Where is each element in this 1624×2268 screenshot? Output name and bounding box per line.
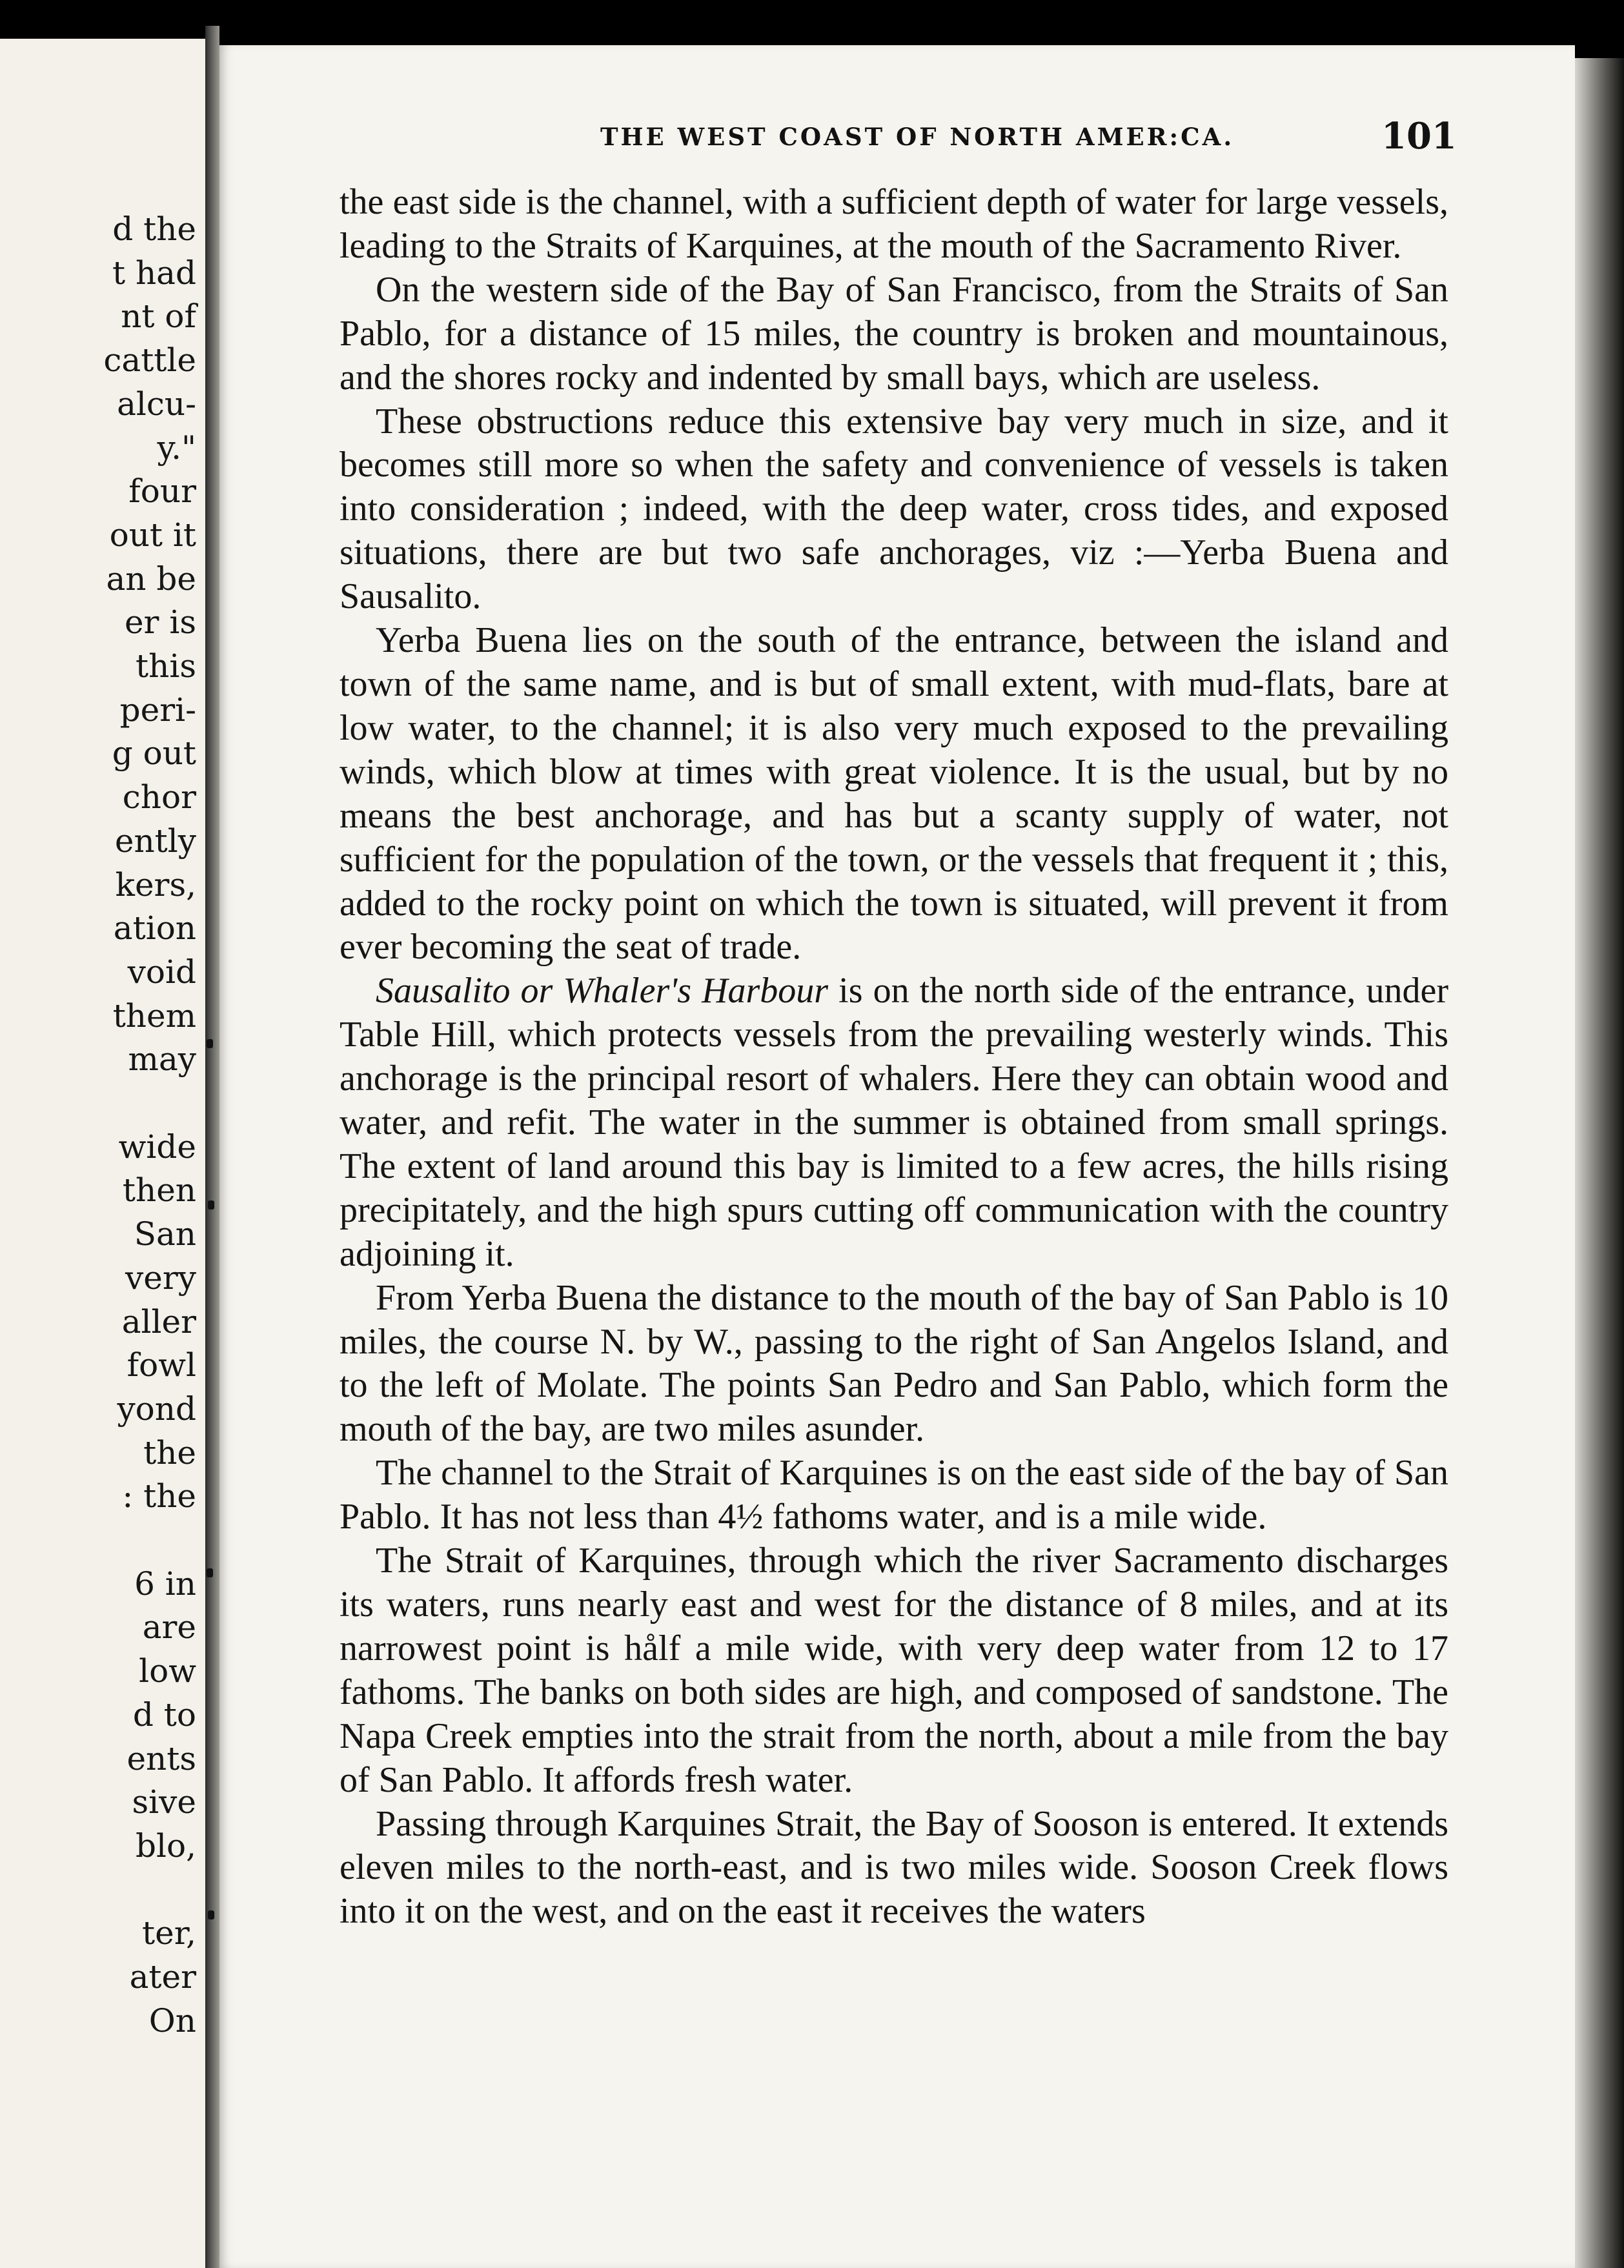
facing-page-text-fragment: ents [127, 1739, 196, 1777]
facing-page-text-fragment: t had [112, 254, 196, 292]
paragraph [340, 1452, 1448, 1539]
italic-heading: Sausalito or Whaler's Harbour [376, 971, 829, 1011]
facing-page-text-fragment: d the [112, 210, 196, 248]
paragraph-text: These obstructions reduce this extensive bay very much in size, and it becomes still more so when the safety and convenience of vessels is taken into consideration ; indeed, with the deep water, cross tides, and exposed situations, there are but two safe anchorages, viz :—Yerba Buena and Sausalito. [340, 401, 1448, 617]
facing-page-text-fragment: ently [114, 822, 196, 860]
facing-page-text-fragment: nt of [121, 298, 196, 336]
facing-page-text-fragment: peri- [119, 691, 196, 729]
facing-page-text-fragment: ation [113, 909, 196, 947]
facing-page-text-fragment: sive [132, 1783, 196, 1821]
gutter-mark [208, 1910, 214, 1919]
facing-page-text-fragment: d to [132, 1696, 196, 1734]
paragraph [340, 268, 1448, 400]
paragraph-text: is on the north side of the entrance, under Table Hill, which protects vessels from the prevailing westerly winds. This anchorage is the principal resort of whalers. Here they can obtain wood and water, and refit. The water in the summer is obtained from small springs. The extent of land around this bay is limited to a few acres, the hills rising precipitately, and the high spurs cutting off communication with the country adjoining it. [340, 971, 1448, 1274]
body-text [340, 181, 1448, 1934]
paragraph [340, 181, 1448, 268]
paragraph [340, 1539, 1448, 1802]
facing-page-text-fragment: four [128, 472, 196, 511]
paragraph [340, 1277, 1448, 1452]
facing-page-text-fragment: this [136, 647, 196, 685]
paragraph-text: the east side is the channel, with a sufficient depth of water for large vessels, leading to the Straits of Karquines, at the mouth of the Sacramento River. [340, 182, 1448, 266]
facing-page-text-fragment: ter, [142, 1914, 196, 1952]
facing-page-text-fragment: void [127, 953, 196, 991]
facing-page-text-fragment: are [142, 1608, 196, 1646]
facing-page-text-fragment: On [148, 2001, 196, 2040]
facing-page-text-fragment: chor [122, 778, 196, 816]
paragraph-text: On the western side of the Bay of San Francisco, from the Straits of San Pablo, for a distance of 15 miles, the country is broken and mountainous, and the shores rocky and indented by small bays, which are useless. [340, 269, 1448, 398]
facing-page-text-fragment: y." [157, 429, 196, 467]
facing-page-text-fragment: an be [106, 560, 196, 598]
paragraph [340, 400, 1448, 620]
facing-page-text-fragment: 6 in [134, 1564, 196, 1603]
facing-page-text-fragment: out it [109, 516, 196, 554]
facing-page-text-fragment: : the [122, 1477, 196, 1515]
page-number: 101 [1381, 115, 1457, 157]
facing-page-text-fragment: may [128, 1040, 196, 1078]
paragraph-text: The Strait of Karquines, through which the river Sacramento discharges its waters, runs nearly east and west for the distance of 8 miles, and at its narrowest point is hålf a mile wide, with very deep water from 12 to 17 fathoms. The banks on both sides are high, and composed of sandstone. The Napa Creek empties into the strait from the north, about a mile from the bay of San Pablo. It affords fresh water. [340, 1541, 1448, 1800]
gutter-mark [207, 1568, 213, 1577]
gutter-mark [208, 1200, 214, 1210]
facing-page-text-fragment: er is [124, 603, 196, 642]
facing-page-text-fragment: fowl [127, 1346, 196, 1384]
page-right-edge [1575, 58, 1624, 2268]
facing-page-text-fragment: yond [117, 1390, 196, 1428]
facing-page-text-fragment: wide [118, 1128, 196, 1166]
facing-page-text-fragment: very [125, 1259, 196, 1297]
paragraph [340, 619, 1448, 969]
facing-page-text-fragment: low [139, 1652, 196, 1690]
facing-page-text-fragment: kers, [115, 866, 196, 904]
facing-page-text-fragment: San [134, 1215, 196, 1253]
paragraph-text: Passing through Karquines Strait, the Bay of Sooson is entered. It extends eleven miles to the north-east, and is two miles wide. Sooson Creek flows into it on the west, and on the east it receives the waters [340, 1803, 1448, 1932]
facing-page-text-fragment: then [122, 1171, 196, 1210]
running-head: THE WEST COAST OF NORTH AMER:CA. [600, 123, 1235, 151]
facing-page-text-fragment: them [112, 997, 196, 1035]
gutter-mark [207, 1039, 213, 1048]
paragraph-text: From Yerba Buena the distance to the mouth of the bay of San Pablo is 10 miles, the course N. by W., passing to the right of San Angelos Island, and to the left of Molate. The points San Pedro and San Pablo, which form the mouth of the bay, are two miles asunder. [340, 1277, 1448, 1450]
facing-page-text-fragment: alcu- [117, 385, 196, 423]
facing-page-text-fragment: the [143, 1433, 196, 1472]
paragraph [340, 969, 1448, 1276]
paragraph-text: Yerba Buena lies on the south of the entrance, between the island and town of the same name, and is but of small extent, with mud-flats, bare at low water, to the channel; it is also very much exposed to the prevailing winds, which blow at times with great violence. It is the usual, but by no means the best anchorage, and has but a scanty supply of water, not sufficient for the population of the town, or the vessels that frequent it ; this, added to the rocky point on which the town is situated, will prevent it from ever becoming the seat of trade. [340, 620, 1448, 967]
facing-page-text-fragment: aller [121, 1302, 196, 1341]
facing-page-text-fragment: g out [112, 734, 196, 773]
facing-page-text-fragment: ater [129, 1958, 196, 1996]
facing-page-edge [0, 39, 205, 2268]
book-gutter [205, 26, 219, 2268]
facing-page-text-fragment: cattle [103, 341, 196, 380]
paragraph-text: The channel to the Strait of Karquines is on the east side of the bay of San Pablo. It has not less than 4½ fathoms water, and is a mile wide. [340, 1453, 1448, 1537]
paragraph [340, 1803, 1448, 1934]
facing-page-text-fragment: blo, [136, 1827, 196, 1865]
